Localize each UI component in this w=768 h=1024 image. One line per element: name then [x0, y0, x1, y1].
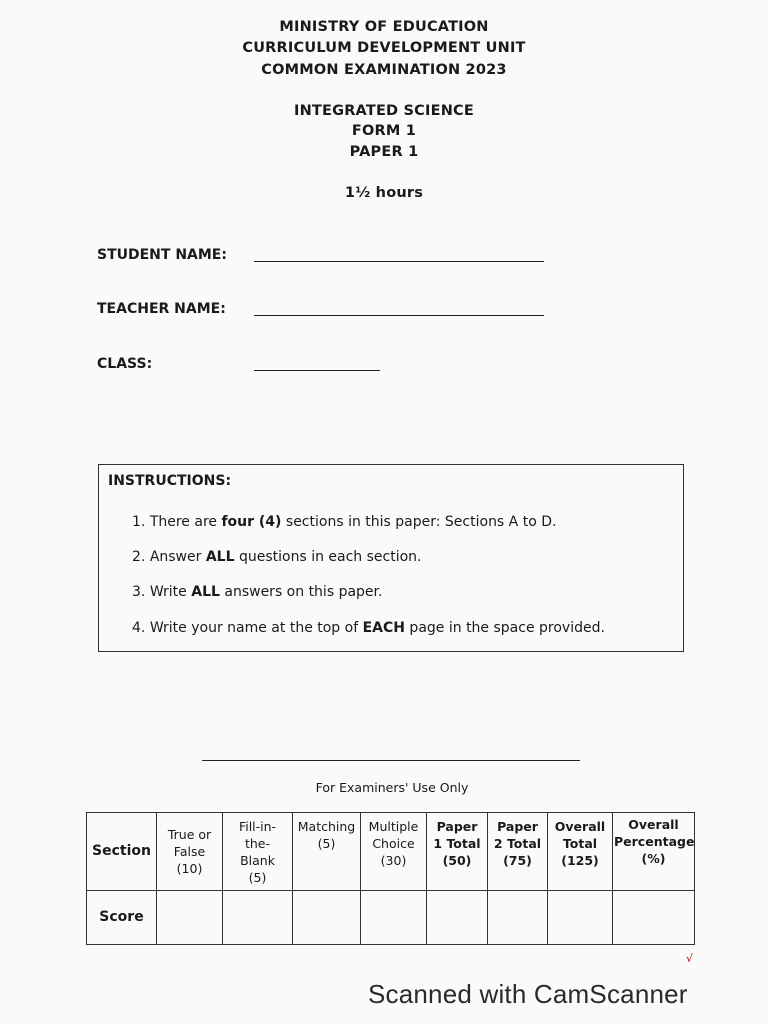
item-emphasis: ALL: [205, 549, 235, 565]
col-text: 1 Total: [433, 836, 481, 851]
item-emphasis: EACH: [362, 620, 405, 636]
col-text: (75): [503, 853, 532, 868]
red-tick-mark: √: [686, 952, 694, 965]
score-cell-true-false[interactable]: [157, 891, 223, 945]
instruction-item-1: [132, 514, 556, 530]
col-text: (5): [248, 869, 267, 885]
col-text: Paper: [436, 819, 478, 834]
col-text: (30): [380, 853, 407, 868]
col-text: Matching: [297, 819, 356, 834]
ministry-title: MINISTRY OF EDUCATION: [279, 19, 489, 35]
score-cell-paper1-total[interactable]: [427, 891, 488, 945]
duration: 1½ hours: [344, 185, 424, 201]
col-true-false: [157, 813, 223, 891]
exam-title: COMMON EXAMINATION 2023: [261, 62, 507, 78]
col-text: False: [173, 844, 206, 859]
col-text: 2 Total: [493, 836, 542, 851]
class-label: CLASS:: [97, 356, 153, 372]
col-paper1-total: [427, 813, 488, 891]
col-text: (%): [641, 851, 666, 866]
col-text: Choice: [372, 836, 415, 851]
teacher-name-label: TEACHER NAME:: [97, 301, 226, 317]
subject-title: INTEGRATED SCIENCE: [293, 103, 475, 119]
item-text: There are: [149, 514, 222, 530]
col-text: the-: [244, 835, 271, 851]
score-cell-overall-total[interactable]: [548, 891, 613, 945]
camscanner-watermark: Scanned with CamScanner: [368, 979, 688, 1009]
item-text: Write your name at the top of: [149, 620, 363, 636]
student-name-label: STUDENT NAME:: [97, 247, 227, 263]
paper-title: PAPER 1: [349, 144, 419, 160]
item-emphasis: ALL: [191, 584, 220, 600]
item-text: sections in this paper: Sections A to D.: [281, 514, 557, 530]
col-text: (5): [317, 836, 336, 851]
instructions-box: [98, 464, 684, 652]
instruction-item-4: [132, 620, 605, 636]
score-cell-matching[interactable]: [293, 891, 361, 945]
score-table: [86, 812, 695, 945]
section-row-header: Section: [87, 813, 157, 891]
col-multiple-choice: [361, 813, 427, 891]
col-text: Blank: [240, 852, 275, 868]
item-number: 2.: [132, 549, 146, 565]
instruction-item-2: [132, 549, 422, 565]
item-number: 3.: [132, 584, 146, 600]
col-text: Total: [562, 836, 598, 851]
examiners-caption: For Examiners' Use Only: [315, 780, 469, 795]
col-text: (50): [442, 853, 472, 868]
class-line[interactable]: [254, 370, 380, 371]
col-text: Percentage: [614, 834, 695, 849]
score-cell-multiple-choice[interactable]: [361, 891, 427, 945]
col-text: Fill-in-: [238, 818, 277, 834]
item-text: questions in each section.: [234, 549, 422, 565]
score-cell-paper2-total[interactable]: [488, 891, 548, 945]
item-number: 4.: [132, 620, 146, 636]
col-text: (125): [561, 853, 599, 868]
col-overall-percentage: [613, 813, 695, 891]
form-title: FORM 1: [351, 123, 417, 139]
col-overall-total: [548, 813, 613, 891]
col-fill-blank: [223, 813, 293, 891]
col-text: True or: [167, 827, 212, 842]
score-cell-fill-blank[interactable]: [223, 891, 293, 945]
score-row-header: Score: [87, 891, 157, 945]
item-text: Write: [149, 584, 192, 600]
score-cell-overall-percentage[interactable]: [613, 891, 695, 945]
col-text: Paper: [497, 819, 538, 834]
examiner-divider: [202, 760, 580, 761]
item-text: Answer: [149, 549, 206, 565]
col-text: Multiple: [368, 819, 419, 834]
col-paper2-total: [488, 813, 548, 891]
item-number: 1.: [132, 514, 146, 530]
unit-title: CURRICULUM DEVELOPMENT UNIT: [242, 40, 526, 56]
instruction-item-3: [132, 584, 382, 600]
item-text: page in the space provided.: [404, 620, 605, 636]
student-name-line[interactable]: [254, 261, 544, 262]
col-text: Overall: [554, 819, 606, 834]
instructions-title: INSTRUCTIONS:: [108, 473, 232, 489]
teacher-name-line[interactable]: [254, 315, 544, 316]
col-matching: [293, 813, 361, 891]
item-text: answers on this paper.: [219, 584, 383, 600]
col-text: Overall: [628, 817, 679, 832]
col-text: (10): [176, 861, 203, 876]
item-emphasis: four (4): [221, 514, 282, 530]
